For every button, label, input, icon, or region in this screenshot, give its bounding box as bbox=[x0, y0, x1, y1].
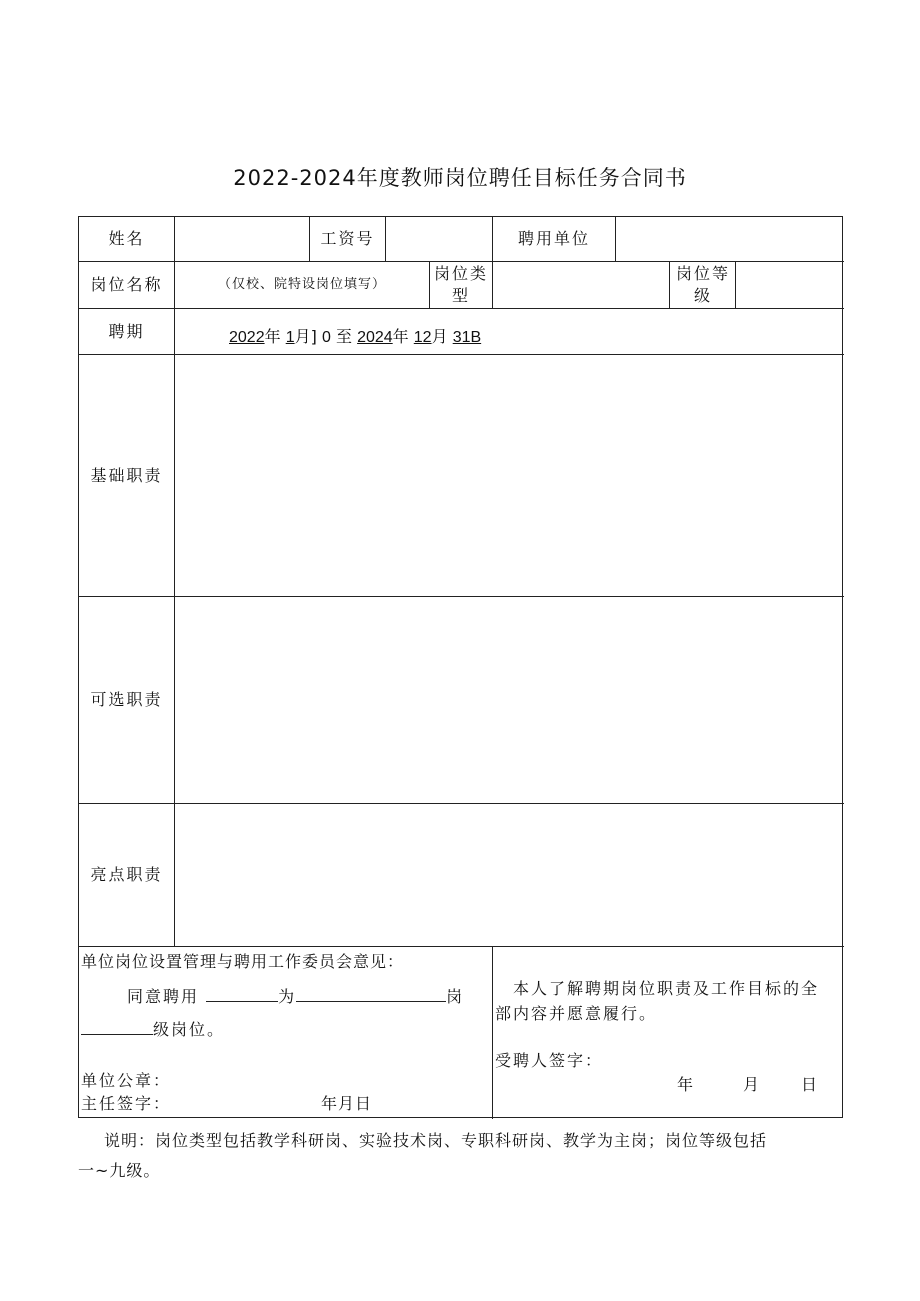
end-year: 2024 bbox=[357, 329, 393, 346]
col-divider bbox=[669, 261, 670, 308]
employee-statement-line2: 部内容并愿意履行。 bbox=[495, 1004, 658, 1023]
end-month: 12 bbox=[413, 329, 432, 346]
position-grade-label: 岗位等级 bbox=[675, 264, 730, 305]
agree-post: 岗 bbox=[446, 987, 465, 1006]
agree-prefix: 同意聘用 bbox=[127, 987, 200, 1006]
committee-date: 年月日 bbox=[321, 1094, 373, 1113]
committee-agree-line bbox=[127, 984, 464, 1007]
name-field[interactable] bbox=[175, 217, 309, 261]
position-blank[interactable] bbox=[296, 985, 446, 1002]
end-month-char: 月 bbox=[431, 327, 448, 346]
highlight-duties-field[interactable] bbox=[175, 804, 844, 946]
position-grade-field[interactable] bbox=[736, 262, 844, 308]
start-month: 1 bbox=[285, 329, 295, 346]
committee-grade-line bbox=[81, 1017, 225, 1040]
seal-label: 单位公章： bbox=[81, 1071, 172, 1090]
employer-label: 聘用单位 bbox=[517, 229, 590, 248]
grade-suffix: 级岗位。 bbox=[153, 1020, 226, 1039]
employee-name-blank[interactable] bbox=[206, 985, 278, 1002]
position-type-label: 岗位类型 bbox=[433, 264, 488, 305]
committee-heading: 单位岗位设置管理与聘用工作委员会意见： bbox=[81, 952, 405, 971]
footnote-line2: 一~九级。 bbox=[78, 1161, 161, 1180]
position-name-label: 岗位名称 bbox=[90, 275, 163, 294]
highlight-duties-label: 亮点职责 bbox=[90, 865, 163, 884]
period-value[interactable] bbox=[229, 324, 481, 347]
salary-id-field[interactable] bbox=[386, 217, 492, 261]
row-divider bbox=[79, 308, 844, 309]
contract-form bbox=[78, 216, 843, 1118]
basic-duties-field[interactable] bbox=[175, 355, 844, 596]
period-label: 聘期 bbox=[108, 321, 145, 341]
col-divider bbox=[492, 946, 493, 1119]
month-char: 月 bbox=[294, 327, 311, 346]
optional-duties-field[interactable] bbox=[175, 597, 844, 803]
to-char: 至 bbox=[335, 327, 352, 346]
footnote-line1: 说明：岗位类型包括教学科研岗、实验技术岗、专职科研岗、教学为主岗；岗位等级包括 bbox=[104, 1131, 768, 1150]
year-char: 年 bbox=[264, 327, 281, 346]
name-label: 姓名 bbox=[108, 229, 145, 248]
start-day: ] bbox=[310, 327, 317, 346]
employer-field[interactable] bbox=[616, 217, 844, 261]
end-day: 31B bbox=[452, 329, 482, 346]
employee-date-year: 年 bbox=[677, 1075, 696, 1094]
position-name-hint[interactable]: （仅校、院特设岗位填写） bbox=[217, 277, 386, 292]
document-title: 2022-2024年度教师岗位聘任目标任务合同书 bbox=[233, 166, 687, 190]
employee-statement-line1: 本人了解聘期岗位职责及工作目标的全 bbox=[513, 979, 820, 998]
row-divider bbox=[79, 946, 844, 947]
year-char-2: 年 bbox=[392, 327, 409, 346]
start-year: 2022 bbox=[229, 329, 265, 346]
employee-date-month: 月 bbox=[743, 1075, 762, 1094]
basic-duties-label: 基础职责 bbox=[90, 465, 163, 485]
agree-as: 为 bbox=[278, 987, 297, 1006]
col-divider bbox=[429, 261, 430, 308]
position-type-field[interactable] bbox=[493, 262, 669, 308]
employee-signature-label: 受聘人签字： bbox=[495, 1051, 604, 1070]
optional-duties-label: 可选职责 bbox=[90, 690, 163, 709]
director-signature-label: 主任签字： bbox=[81, 1094, 172, 1113]
salary-id-label: 工资号 bbox=[320, 229, 375, 248]
employee-date-day: 日 bbox=[801, 1075, 820, 1094]
grade-blank[interactable] bbox=[81, 1018, 153, 1035]
start-day-suffix: 0 bbox=[321, 329, 331, 346]
